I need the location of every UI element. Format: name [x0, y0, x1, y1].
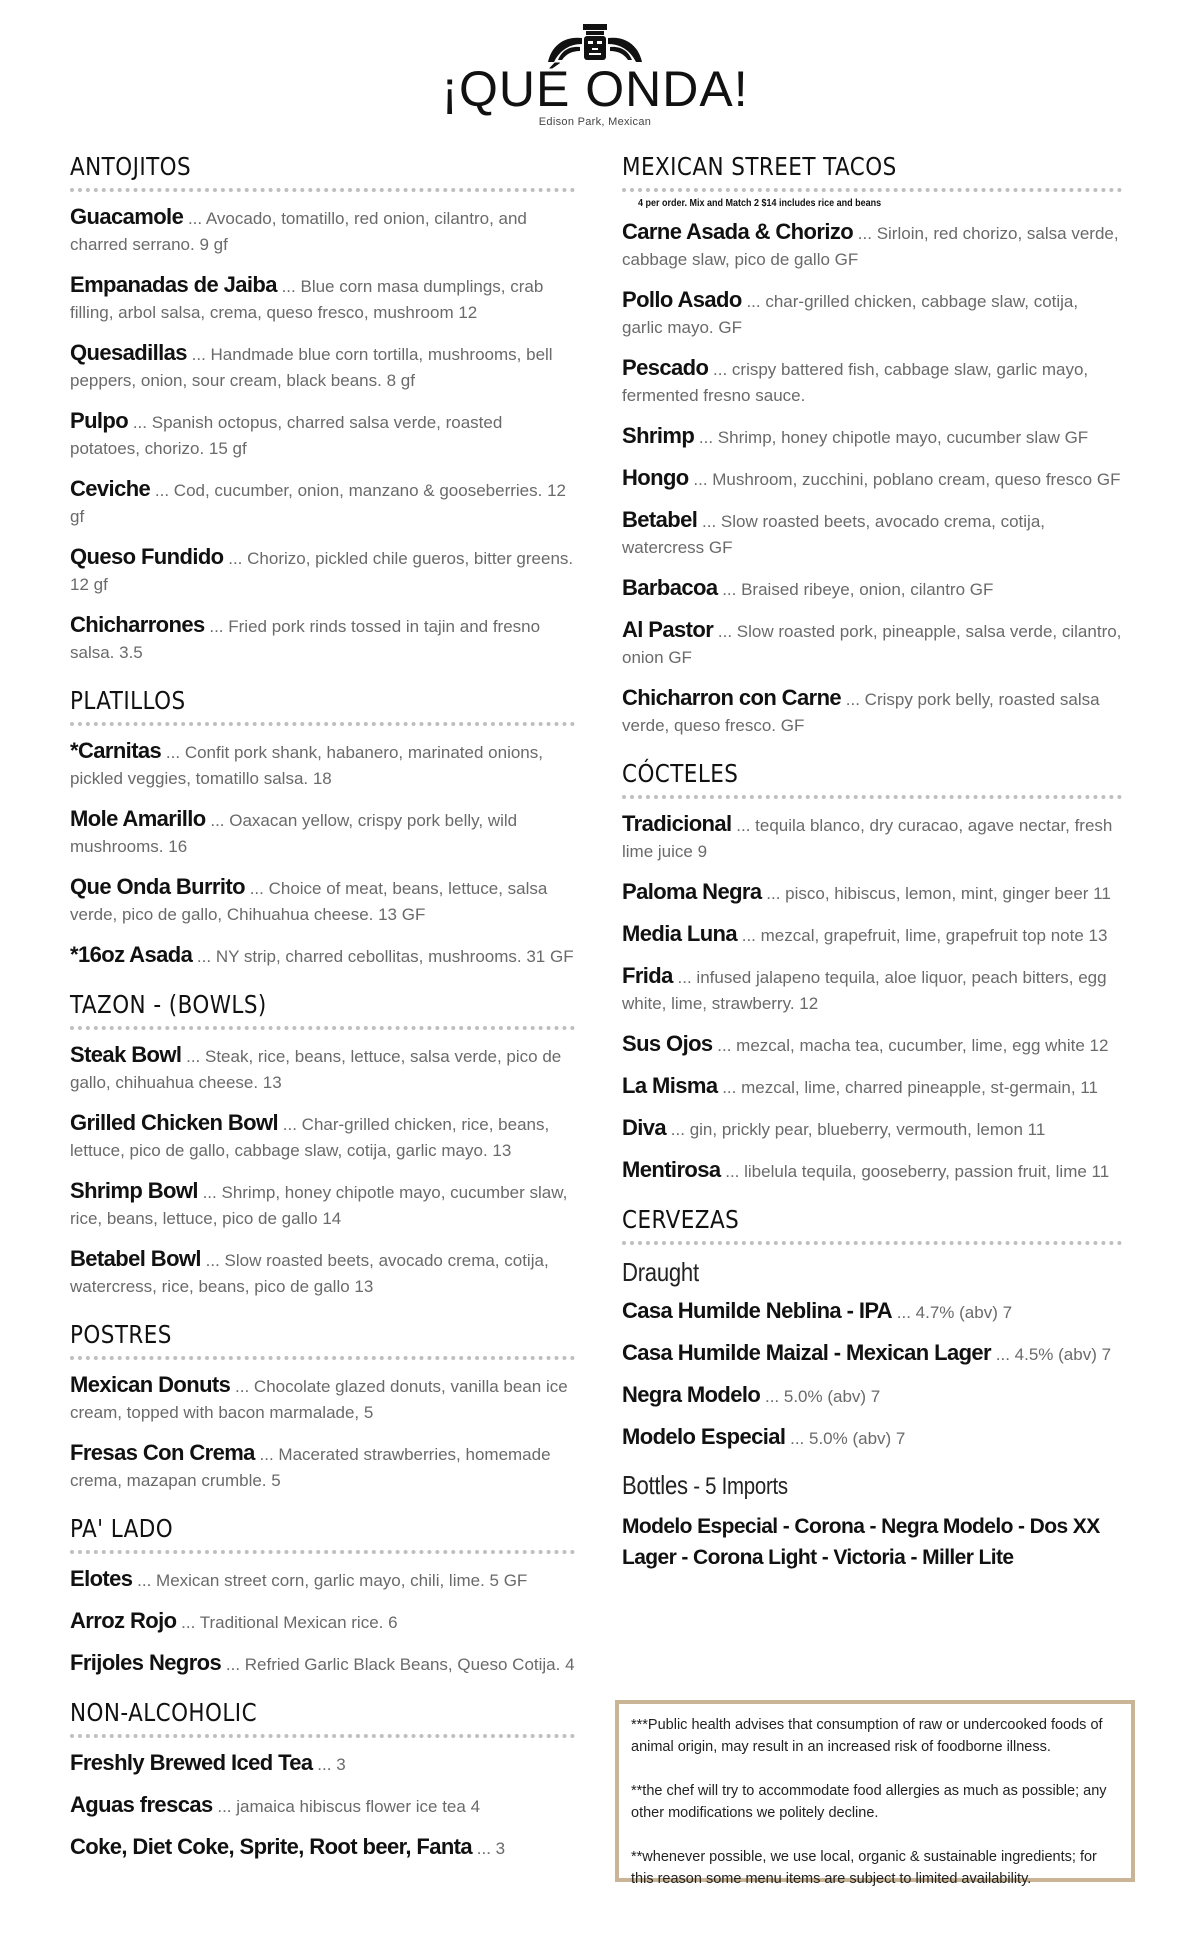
menu-item-name: Mole Amarillo — [70, 806, 206, 831]
menu-item — [70, 1372, 575, 1426]
menu-item-name: Que Onda Burrito — [70, 874, 245, 899]
section-title: PA' LADO — [70, 1514, 174, 1543]
menu-item-description: ... Slow roasted beets, avocado crema, cotija, watercress GF — [622, 512, 1046, 557]
menu-item-description: ... Avocado, tomatillo, red onion, cilantro, and charred serrano. 9 gf — [70, 209, 527, 254]
menu-section-c-cteles — [622, 757, 1122, 1185]
beer-item — [622, 1382, 1122, 1410]
beer-item — [622, 1340, 1122, 1368]
dotted-divider — [70, 1550, 575, 1554]
menu-item-description: ... Chocolate glazed donuts, vanilla bean ice cream, topped with bacon marmalade, 5 — [70, 1377, 568, 1422]
menu-item-description: ... Spanish octopus, charred salsa verde, roasted potatoes, chorizo. 15 gf — [70, 413, 503, 458]
menu-item-name: Freshly Brewed Iced Tea — [70, 1750, 313, 1775]
section-title: TAZON - (BOWLS) — [70, 990, 267, 1019]
menu-item — [70, 806, 575, 860]
menu-item-description: ... mezcal, macha tea, cucumber, lime, egg white 12 — [712, 1036, 1109, 1055]
menu-item — [622, 617, 1122, 671]
draught-subheading: Draught — [622, 1257, 699, 1287]
menu-item-name: Guacamole — [70, 204, 184, 229]
menu-item-name: Chicharrones — [70, 612, 205, 637]
menu-item — [70, 1834, 575, 1862]
menu-item-name: Hongo — [622, 465, 689, 490]
menu-item-description: ... NY strip, charred cebollitas, mushrooms. 31 GF — [192, 947, 574, 966]
menu-item-description: ... crispy battered fish, cabbage slaw, garlic mayo, fermented fresno sauce. — [622, 360, 1089, 405]
dotted-divider — [70, 722, 575, 726]
menu-item-name: Media Luna — [622, 921, 738, 946]
menu-section-tazon-bowls — [70, 988, 575, 1300]
menu-item-description: ... Blue corn masa dumplings, crab filling, arbol salsa, crema, queso fresco, mushroom 12 — [70, 277, 544, 322]
menu-item — [70, 738, 575, 792]
menu-item-description: ... Braised ribeye, onion, cilantro GF — [717, 580, 994, 599]
menu-item-description: ... 3 — [312, 1755, 346, 1774]
menu-item — [70, 340, 575, 394]
menu-item-description: ... Sirloin, red chorizo, salsa verde, cabbage slaw, pico de gallo GF — [622, 224, 1119, 269]
bottles-label: Bottles — [622, 1470, 688, 1500]
menu-item-name: Sus Ojos — [622, 1031, 713, 1056]
dotted-divider — [70, 1356, 575, 1360]
menu-item-name: Shrimp Bowl — [70, 1178, 198, 1203]
dotted-divider — [622, 1241, 1122, 1245]
menu-item-description: ... Char-grilled chicken, rice, beans, lettuce, pico de gallo, cabbage slaw, cotija, garlic mayo. 13 — [70, 1115, 550, 1160]
menu-item-description: ... Traditional Mexican rice. 6 — [176, 1613, 398, 1632]
menu-item-description: ... libelula tequila, gooseberry, passion fruit, lime 11 — [720, 1162, 1110, 1181]
menu-item-name: Aguas frescas — [70, 1792, 213, 1817]
beer-description: ... 5.0% (abv) 7 — [785, 1429, 906, 1448]
menu-item-name: Carne Asada & Chorizo — [622, 219, 854, 244]
menu-item — [70, 408, 575, 462]
menu-item-name: Chicharron con Carne — [622, 685, 842, 710]
dotted-divider — [70, 1734, 575, 1738]
menu-item-description: ... mezcal, lime, charred pineapple, st-germain, 11 — [717, 1078, 1098, 1097]
menu-section-antojitos — [70, 150, 575, 666]
notice-allergies: **the chef will try to accommodate food allergies as much as possible; any other modifications we politely decline. — [631, 1783, 1107, 1821]
section-title: CÓCTELES — [622, 759, 739, 788]
menu-item-name: Quesadillas — [70, 340, 187, 365]
menu-item-description: ... Macerated strawberries, homemade crema, mazapan crumble. 5 — [70, 1445, 551, 1490]
beer-name: Negra Modelo — [622, 1382, 761, 1407]
menu-item-description: ... Mexican street corn, garlic mayo, chili, lime. 5 GF — [132, 1571, 528, 1590]
menu-item-name: Steak Bowl — [70, 1042, 182, 1067]
menu-item — [622, 811, 1122, 865]
menu-item — [70, 1110, 575, 1164]
menu-item — [70, 942, 575, 970]
menu-item-description: ... Refried Garlic Black Beans, Queso Cotija. 4 — [221, 1655, 575, 1674]
beer-name: Modelo Especial — [622, 1424, 786, 1449]
menu-item-description: ... Steak, rice, beans, lettuce, salsa verde, pico de gallo, chihuahua cheese. 13 — [70, 1047, 562, 1092]
menu-item — [70, 612, 575, 666]
menu-item-description: ... jamaica hibiscus flower ice tea 4 — [212, 1797, 481, 1816]
menu-item — [622, 921, 1122, 949]
left-column — [70, 150, 575, 1880]
section-title: ANTOJITOS — [70, 152, 192, 181]
beer-description: ... 4.7% (abv) 7 — [892, 1303, 1013, 1322]
menu-item — [70, 1566, 575, 1594]
right-column — [622, 150, 1122, 1591]
menu-item-name: Fresas Con Crema — [70, 1440, 255, 1465]
menu-item-name: Arroz Rojo — [70, 1608, 177, 1633]
menu-item-description: ... mezcal, grapefruit, lime, grapefruit top note 13 — [737, 926, 1108, 945]
menu-section-pa-lado — [70, 1512, 575, 1678]
menu-item-description: ... Shrimp, honey chipotle mayo, cucumber slaw GF — [694, 428, 1089, 447]
menu-item-name: Queso Fundido — [70, 544, 224, 569]
menu-item-name: Coke, Diet Coke, Sprite, Root beer, Fanta — [70, 1834, 473, 1859]
menu-item-name: Grilled Chicken Bowl — [70, 1110, 279, 1135]
menu-section-mexican-street-tacos — [622, 150, 1122, 739]
menu-item-name: La Misma — [622, 1073, 718, 1098]
menu-item — [622, 685, 1122, 739]
menu-item-description: ... Confit pork shank, habanero, marinated onions, pickled veggies, tomatillo salsa. 18 — [70, 743, 543, 788]
menu-item-name: Empanadas de Jaiba — [70, 272, 277, 297]
menu-section-non-alcoholic — [70, 1696, 575, 1862]
menu-item — [622, 879, 1122, 907]
menu-item — [622, 355, 1122, 409]
beer-name: Casa Humilde Maizal - Mexican Lager — [622, 1340, 992, 1365]
menu-item-name: Betabel Bowl — [70, 1246, 201, 1271]
menu-item — [622, 963, 1122, 1017]
menu-item-description: ... Choice of meat, beans, lettuce, salsa verde, pico de gallo, Chihuahua cheese. 13 GF — [70, 879, 548, 924]
dotted-divider — [622, 188, 1122, 192]
menu-item — [70, 874, 575, 928]
menu-item — [70, 1246, 575, 1300]
beer-description: ... 4.5% (abv) 7 — [991, 1345, 1112, 1364]
menu-item-description: ... Slow roasted pork, pineapple, salsa verde, cilantro, onion GF — [622, 622, 1122, 667]
menu-item-name: Tradicional — [622, 811, 732, 836]
bottles-list: Modelo Especial - Corona - Negra Modelo - Dos XX Lager - Corona Light - Victoria - Miller Lite — [622, 1515, 1100, 1569]
menu-item-name: Frida — [622, 963, 673, 988]
section-title: NON-ALCOHOLIC — [70, 1698, 258, 1727]
menu-item-description: ... Fried pork rinds tossed in tajin and fresno salsa. 3.5 — [70, 617, 541, 662]
menu-item — [70, 476, 575, 530]
menu-item — [70, 1440, 575, 1494]
menu-section-postres — [70, 1318, 575, 1494]
dotted-divider — [70, 1026, 575, 1030]
menu-item-description: ... Cod, cucumber, onion, manzano & gooseberries. 12 gf — [70, 481, 566, 526]
menu-item-name: *Carnitas — [70, 738, 162, 763]
menu-item-name: Pulpo — [70, 408, 129, 433]
menu-item-description: ... Oaxacan yellow, crispy pork belly, wild mushrooms. 16 — [70, 811, 518, 856]
menu-item-name: Barbacoa — [622, 575, 718, 600]
aztec-mask-logo-icon — [540, 22, 650, 66]
menu-item-name: Frijoles Negros — [70, 1650, 222, 1675]
menu-item-description: ... char-grilled chicken, cabbage slaw, cotija, garlic mayo. GF — [622, 292, 1079, 337]
menu-item — [622, 1115, 1122, 1143]
menu-item — [70, 1608, 575, 1636]
menu-item-description: ... Chorizo, pickled chile gueros, bitter greens. 12 gf — [70, 549, 574, 594]
menu-item — [70, 1178, 575, 1232]
menu-item — [70, 204, 575, 258]
menu-item — [622, 575, 1122, 603]
section-title: PLATILLOS — [70, 686, 186, 715]
menu-item-description: ... Mushroom, zucchini, poblano cream, queso fresco GF — [688, 470, 1121, 489]
beer-item — [622, 1424, 1122, 1452]
menu-item-name: Pescado — [622, 355, 709, 380]
menu-item-name: Diva — [622, 1115, 667, 1140]
dotted-divider — [70, 188, 575, 192]
menu-item — [622, 287, 1122, 341]
menu-item-name: Al Pastor — [622, 617, 714, 642]
section-note: 4 per order. Mix and Match 2 $14 includes rice and beans — [638, 198, 882, 209]
menu-item — [622, 1157, 1122, 1185]
menu-section-cervezas — [622, 1203, 1122, 1573]
restaurant-title: ¡QUÉ ONDA! — [441, 61, 749, 117]
menu-item-name: Mexican Donuts — [70, 1372, 231, 1397]
menu-item — [622, 507, 1122, 561]
menu-item-name: Elotes — [70, 1566, 133, 1591]
menu-item-name: Shrimp — [622, 423, 695, 448]
menu-item-name: Betabel — [622, 507, 698, 532]
menu-item — [70, 1042, 575, 1096]
menu-item — [70, 1792, 575, 1820]
section-title: POSTRES — [70, 1320, 172, 1349]
menu-item-description: ... Handmade blue corn tortilla, mushrooms, bell peppers, onion, sour cream, black beans. 8 gf — [70, 345, 553, 390]
menu-header — [0, 22, 1190, 128]
menu-item — [70, 1750, 575, 1778]
section-title: CERVEZAS — [622, 1205, 740, 1234]
menu-item-description: ... pisco, hibiscus, lemon, mint, ginger beer 11 — [761, 884, 1111, 903]
menu-item-description: ... Crispy pork belly, roasted salsa verde, queso fresco. GF — [622, 690, 1100, 735]
menu-item — [622, 219, 1122, 273]
menu-item-description: ... infused jalapeno tequila, aloe liquor, peach bitters, egg white, lime, strawberry. 12 — [622, 968, 1107, 1013]
beer-name: Casa Humilde Neblina - IPA — [622, 1298, 893, 1323]
bottles-imports-label: - 5 Imports — [687, 1473, 788, 1500]
restaurant-subtitle: Edison Park, Mexican — [538, 116, 652, 128]
section-title: MEXICAN STREET TACOS — [622, 152, 897, 181]
menu-section-platillos — [70, 684, 575, 970]
dotted-divider — [622, 795, 1122, 799]
menu-item — [622, 1073, 1122, 1101]
health-notice-box — [615, 1700, 1135, 1887]
beer-description: ... 5.0% (abv) 7 — [760, 1387, 881, 1406]
menu-item-name: Mentirosa — [622, 1157, 721, 1182]
menu-item — [70, 544, 575, 598]
menu-item-name: *16oz Asada — [70, 942, 193, 967]
menu-item-description: ... gin, prickly pear, blueberry, vermouth, lemon 11 — [666, 1120, 1046, 1139]
menu-item-description: ... Slow roasted beets, avocado crema, cotija, watercress, rice, beans, pico de gallo 13 — [70, 1251, 549, 1296]
menu-item-description: ... tequila blanco, dry curacao, agave nectar, fresh lime juice 9 — [622, 816, 1113, 861]
menu-item-name: Pollo Asado — [622, 287, 742, 312]
menu-item — [622, 465, 1122, 493]
menu-item — [622, 423, 1122, 451]
menu-item — [70, 272, 575, 326]
menu-item — [70, 1650, 575, 1678]
menu-item-description: ... Shrimp, honey chipotle mayo, cucumber slaw, rice, beans, lettuce, pico de gallo 14 — [70, 1183, 568, 1228]
beer-item — [622, 1298, 1122, 1326]
bottles-subheading — [622, 1470, 1047, 1501]
notice-local-ingredients: **whenever possible, we use local, organic & sustainable ingredients; for this reason some menu items are subject to limited availability. — [631, 1849, 1097, 1887]
menu-item-description: ... 3 — [472, 1839, 506, 1858]
menu-item-name: Paloma Negra — [622, 879, 762, 904]
menu-item — [622, 1031, 1122, 1059]
menu-item-name: Ceviche — [70, 476, 151, 501]
notice-raw-food: ***Public health advises that consumption of raw or undercooked foods of animal origin, may result in an increased risk of foodborne illness. — [631, 1717, 1103, 1755]
